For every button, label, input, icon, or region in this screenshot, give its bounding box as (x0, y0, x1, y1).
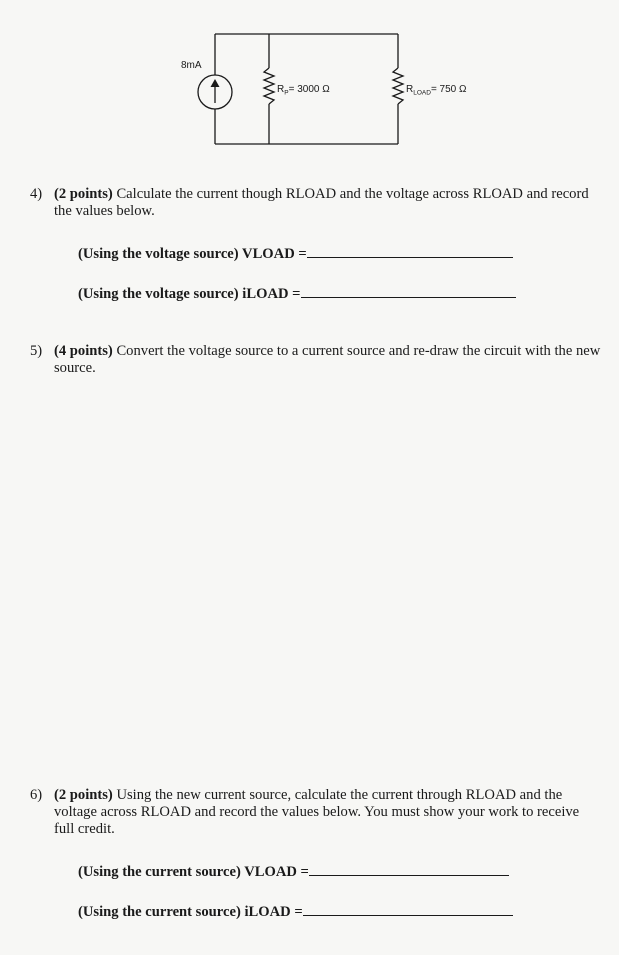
answer-line[interactable] (309, 862, 509, 876)
arrow-head-icon (211, 79, 220, 87)
question-4 (30, 186, 602, 220)
answer-line[interactable] (307, 244, 513, 258)
resistor-rload (393, 68, 403, 104)
answer-line[interactable] (303, 902, 513, 916)
question-text: (2 points) Using the new current source, calculate the current through RLOAD and the voltage across RLOAD and record the values below. You must show your work to receive full credit. (54, 787, 580, 837)
source-label: 8mA (181, 60, 202, 71)
question-6 (30, 787, 602, 838)
circuit-diagram (0, 0, 619, 160)
resistor-rp (264, 68, 274, 104)
answer-vload-voltage: (Using the voltage source) VLOAD = (78, 244, 513, 263)
question-number: 5) (30, 343, 43, 359)
answer-line[interactable] (301, 284, 516, 298)
question-text: (2 points) Calculate the current though RLOAD and the voltage across RLOAD and record the values below. (54, 186, 589, 219)
answer-vload-current: (Using the current source) VLOAD = (78, 862, 509, 881)
question-5 (30, 343, 602, 377)
question-text: (4 points) Convert the voltage source to a current source and re-draw the circuit with the new source. (54, 343, 601, 376)
rp-label: $R_P= 3000$ Ω (277, 84, 330, 97)
question-number: 4) (30, 186, 43, 202)
rload-label: $R_{LOAD}= 750$ Ω (406, 84, 467, 97)
answer-iload-voltage: (Using the voltage source) iLOAD = (78, 284, 516, 303)
answer-iload-current: (Using the current source) iLOAD = (78, 902, 513, 921)
question-number: 6) (30, 787, 43, 803)
